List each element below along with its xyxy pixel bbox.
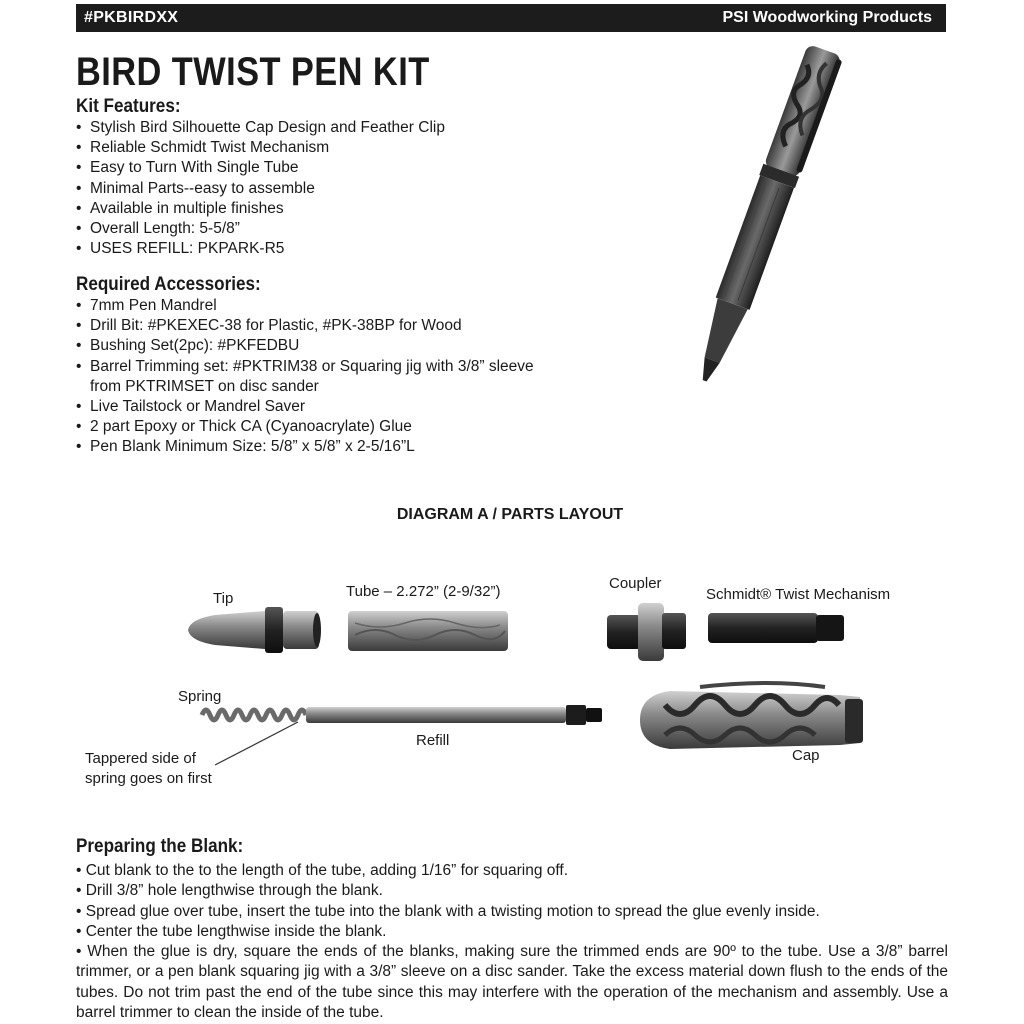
prep-step: • Center the tube lengthwise inside the blank.: [76, 922, 387, 940]
preparing-steps: [76, 861, 948, 1023]
accessories-list: [76, 296, 534, 458]
kit-features-list: [76, 118, 445, 259]
pen-product-image: [620, 40, 960, 420]
list-item: • 7mm Pen Mandrel: [76, 296, 534, 316]
spring-label: Spring: [178, 688, 222, 705]
continuation-text: from PKTRIMSET on disc sander: [90, 377, 319, 395]
list-item: • Easy to Turn With Single Tube: [76, 158, 445, 178]
tip-label: Tip: [213, 590, 234, 607]
list-item-continuation: [76, 377, 534, 397]
cap-part: [640, 683, 863, 749]
spring-part: [202, 710, 306, 720]
tube-label: Tube – 2.272” (2-9/32”): [346, 583, 501, 600]
prep-step: • Cut blank to the to the length of the tube, adding 1/16” for squaring off.: [76, 862, 569, 879]
mechanism-label: Schmidt® Twist Mechanism: [706, 586, 891, 603]
spring-pointer-line: [215, 722, 298, 765]
list-item: • Minimal Parts--easy to assemble: [76, 179, 445, 199]
list-item: • Available in multiple finishes: [76, 199, 445, 219]
cap-label: Cap: [792, 747, 820, 764]
list-item: • Drill Bit: #PKEXEC-38 for Plastic, #PK-38BP for Wood: [76, 316, 534, 336]
prep-step: • Spread glue over tube, insert the tube into the blank with a twisting motion to spread the glue evenly inside.: [76, 902, 820, 920]
list-item: • 2 part Epoxy or Thick CA (Cyanoacrylate) Glue: [76, 417, 534, 437]
preparing-heading: Preparing the Blank:: [76, 836, 244, 857]
list-item: • Bushing Set(2pc): #PKFEDBU: [76, 336, 534, 356]
list-item: • Overall Length: 5-5/8”: [76, 219, 445, 239]
list-item: • Stylish Bird Silhouette Cap Design and Feather Clip: [76, 118, 445, 138]
list-item: • USES REFILL: PKPARK-R5: [76, 239, 445, 259]
coupler-label: Coupler: [609, 575, 662, 592]
tip-part: [188, 607, 321, 653]
spring-note-line1: Tappered side of: [85, 750, 196, 767]
header-bar: [76, 4, 946, 32]
list-item: • Reliable Schmidt Twist Mechanism: [76, 138, 445, 158]
refill-label: Refill: [416, 732, 450, 749]
prep-step: • Drill 3/8” hole lengthwise through the blank.: [76, 882, 383, 900]
accessories-heading: Required Accessories:: [76, 274, 261, 295]
prep-step: • When the glue is dry, square the ends of the blanks, making sure the trimmed ends are 90º to the tube. Use a 3/8” barrel trimmer, or a pen blank squaring jig with a 3/8” sleeve on a disc sander. Take the excess material down flush to the ends of the tubes. Do not trim past the end of the tube since this may interfere with the operation of the mechanism and assembly. Use a barrel trimmer to clean the inside of the tube.: [76, 943, 948, 1022]
spring-note-line2: spring goes on first: [85, 770, 212, 787]
page-title: BIRD TWIST PEN KIT: [76, 50, 430, 94]
list-item: • Pen Blank Minimum Size: 5/8” x 5/8” x 2-5/16”L: [76, 437, 534, 457]
refill-part: [202, 705, 602, 725]
tube-part: [348, 611, 508, 651]
coupler-part: [607, 603, 686, 661]
kit-features-heading: Kit Features:: [76, 96, 181, 117]
mechanism-part: [708, 613, 844, 643]
pen-tip-shape: [697, 298, 748, 365]
brand-name: PSI Woodworking Products: [722, 9, 932, 26]
list-item: • Live Tailstock or Mandrel Saver: [76, 397, 534, 417]
parts-diagram: [170, 595, 990, 795]
list-item: • Barrel Trimming set: #PKTRIM38 or Squaring jig with 3/8” sleeve: [76, 357, 534, 377]
sku-code: #PKBIRDXX: [84, 9, 179, 26]
diagram-title: DIAGRAM A / PARTS LAYOUT: [396, 506, 624, 523]
